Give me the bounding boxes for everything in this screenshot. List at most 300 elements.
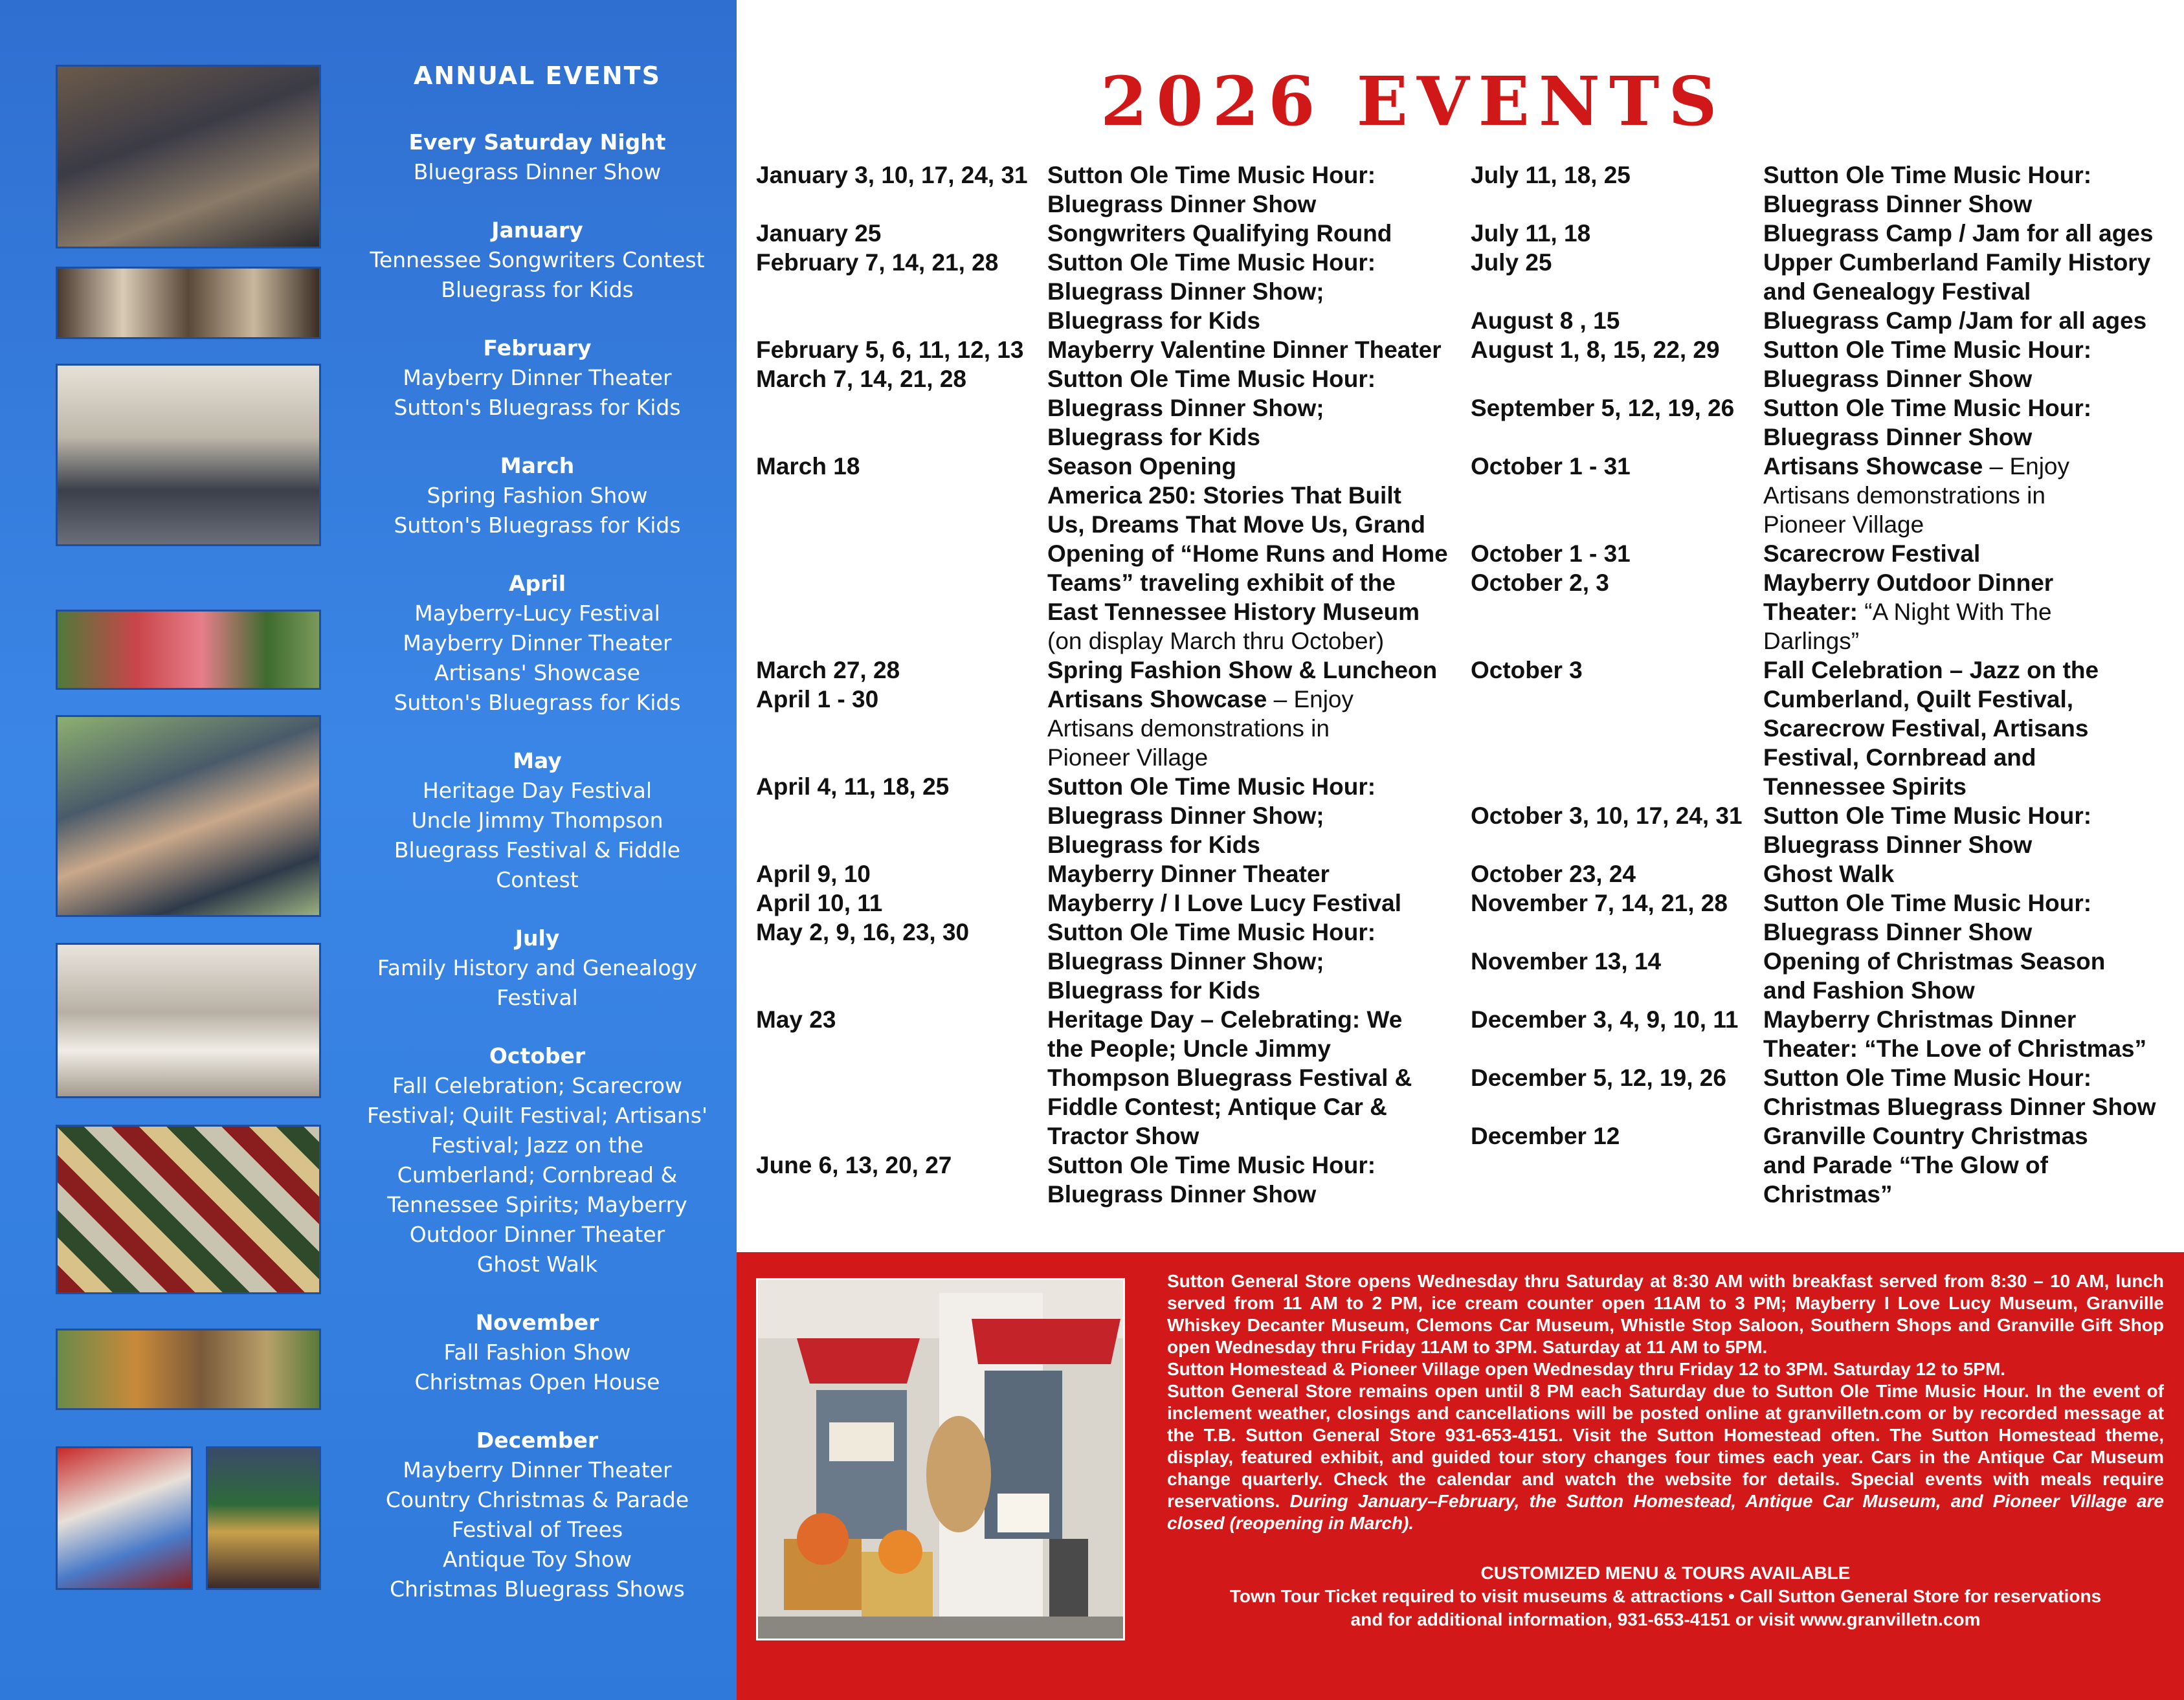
annual-group-item: Spring Fashion Show [427,483,648,508]
event-line-text: Bluegrass Dinner Show; [1047,802,1324,829]
event-line [1763,452,2176,481]
event-row [756,772,1455,859]
event-line [1047,1005,1455,1034]
event-row [1471,452,2176,539]
annual-group-item: Uncle Jimmy Thompson [411,808,663,833]
event-date: April 10, 11 [756,890,883,916]
event-row [756,1005,1455,1151]
event-line [1047,1151,1455,1180]
event-line-text: Christmas” [1763,1181,1893,1208]
annual-group-month: November [475,1310,599,1335]
event-description [1763,1005,2176,1063]
event-description [1047,1151,1455,1209]
event-line-text: and Fashion Show [1763,977,1975,1004]
event-line-text: Sutton Ole Time Music Hour: [1047,1152,1376,1178]
event-row [756,160,1455,219]
annual-group-month: December [476,1428,599,1453]
event-line [1763,190,2176,219]
annual-group-month: May [513,748,562,773]
event-row [1471,335,2176,393]
event-description [1763,1121,2176,1209]
annual-group [353,333,722,423]
event-line-text: Mayberry Dinner Theater [1047,861,1330,887]
event-date: August 1, 8, 15, 22, 29 [1471,337,1720,363]
event-line-suffix: “A Night With The [1857,599,2052,625]
event-line-text: Bluegrass for Kids [1047,307,1260,334]
event-line-text: Bluegrass for Kids [1047,977,1260,1004]
event-line-text: Sutton Ole Time Music Hour: [1763,162,2092,188]
event-row [1471,568,2176,656]
event-line-text: Sutton Ole Time Music Hour: [1047,249,1376,276]
event-line [1047,1180,1455,1209]
annual-group-month: April [508,571,566,596]
event-description [1047,219,1455,248]
event-description [1047,889,1455,918]
event-line-text: Sutton Ole Time Music Hour: [1047,162,1376,188]
event-line-text: Sutton Ole Time Music Hour: [1763,337,2092,363]
photo-santa [56,1446,193,1590]
event-line-detail: Pioneer Village [1763,511,1924,538]
event-date: April 4, 11, 18, 25 [756,773,950,800]
annual-group-item: Mayberry Dinner Theater [403,1457,672,1483]
event-date: December 12 [1471,1123,1620,1149]
event-row [1471,947,2176,1005]
events-column-left [756,160,1455,1209]
event-description [1047,248,1455,335]
event-line [1763,947,2176,976]
event-line-text: the People; Uncle Jimmy [1047,1035,1331,1062]
event-line-text: Sutton Ole Time Music Hour: [1763,802,2092,829]
annual-group-item: Festival [496,985,578,1010]
event-line-text: Sutton Ole Time Music Hour: [1763,395,2092,421]
event-line [1047,481,1455,510]
event-line [1047,306,1455,335]
event-line [1763,1180,2176,1209]
annual-group-month: October [489,1043,586,1068]
annual-group-item: Bluegrass for Kids [441,277,634,302]
event-description [1763,656,2176,801]
event-line-text: Bluegrass Dinner Show [1763,424,2033,450]
event-line-detail: (on display March thru October) [1047,628,1385,654]
annual-group-item: Christmas Bluegrass Shows [390,1576,685,1602]
annual-group-item: Sutton's Bluegrass for Kids [394,395,681,420]
annual-group-item: Mayberry-Lucy Festival [414,601,660,626]
event-line-detail: Pioneer Village [1047,744,1209,771]
event-line [1047,452,1455,481]
event-line-detail: Artisans demonstrations in [1047,715,1330,742]
event-date: February 7, 14, 21, 28 [756,249,999,276]
annual-group-item: Festival of Trees [451,1517,623,1542]
event-line-text: Teams” traveling exhibit of the [1047,569,1396,596]
event-description [1047,452,1455,656]
event-line [1047,1092,1455,1121]
event-row [1471,1063,2176,1121]
event-date: March 18 [756,453,860,480]
event-line-text: Festival, Cornbread and [1763,744,2036,771]
event-date: July 11, 18, 25 [1471,162,1631,188]
event-line [1047,1121,1455,1151]
event-date: June 6, 13, 20, 27 [756,1152,952,1178]
event-line [1047,597,1455,626]
event-description [1047,1005,1455,1151]
event-line-text: Cumberland, Quilt Festival, [1763,686,2074,712]
event-line [1763,597,2176,626]
event-line-text: East Tennessee History Museum [1047,599,1420,625]
event-line-text: Christmas Bluegrass Dinner Show [1763,1094,2156,1120]
event-date: September 5, 12, 19, 26 [1471,395,1735,421]
event-line-suffix: – Enjoy [1983,453,2070,480]
event-line [1763,656,2176,685]
event-date: May 23 [756,1006,836,1033]
photo-scarecrows [56,1329,321,1410]
event-line-text: Opening of “Home Runs and Home [1047,540,1448,567]
event-row [1471,539,2176,568]
event-line-text: America 250: Stories That Built [1047,482,1401,509]
photo-genealogy [56,943,321,1098]
event-line-text: Spring Fashion Show & Luncheon [1047,657,1438,683]
event-line-text: Theater: [1763,599,1858,625]
event-date: July 11, 18 [1471,220,1591,247]
tours-line-1: Town Tour Ticket required to visit museums & attractions • Call Sutton General Store for reservations [1229,1586,2102,1606]
event-date: October 3, 10, 17, 24, 31 [1471,802,1743,829]
annual-group-item: Contest [496,867,579,892]
event-line-text: Granville Country Christmas [1763,1123,2088,1149]
event-line [1763,772,2176,801]
event-line-text: Sutton Ole Time Music Hour: [1047,773,1376,800]
event-line-text: Fall Celebration – Jazz on the [1763,657,2099,683]
annual-group-item: Country Christmas & Parade [385,1487,689,1512]
event-date: January 3, 10, 17, 24, 31 [756,162,1028,188]
event-line-text: Upper Cumberland Family History [1763,249,2151,276]
event-description [1047,364,1455,452]
event-line [1763,335,2176,364]
annual-group [353,451,722,540]
event-line [1763,859,2176,889]
event-row [756,1151,1455,1209]
page-title: 2026 EVENTS [1100,61,1726,141]
annual-group-item: Mayberry Dinner Theater [403,630,672,656]
event-line-text: Theater: “The Love of Christmas” [1763,1035,2147,1062]
event-date: October 23, 24 [1471,861,1636,887]
event-date: October 1 - 31 [1471,453,1631,480]
event-row [1471,889,2176,947]
event-line [1047,335,1455,364]
event-date: July 25 [1471,249,1552,276]
event-line-text: Opening of Christmas Season [1763,948,2106,975]
event-line [1047,277,1455,306]
event-description [1047,859,1455,889]
event-row [756,248,1455,335]
event-line-text: and Genealogy Festival [1763,278,2031,305]
event-description [1763,160,2176,219]
photo-songwriters [56,267,321,339]
event-line [1763,219,2176,248]
event-row [1471,859,2176,889]
event-row [1471,801,2176,859]
annual-group-item: Antique Toy Show [442,1547,632,1572]
event-line [1763,393,2176,423]
event-line-text: Bluegrass for Kids [1047,424,1260,450]
event-line-suffix: – Enjoy [1267,686,1354,712]
annual-group-item: Fall Celebration; Scarecrow [392,1073,682,1098]
event-line-text: Sutton Ole Time Music Hour: [1047,919,1376,945]
event-row [756,918,1455,1005]
event-row [756,219,1455,248]
event-line [1763,918,2176,947]
event-date: April 1 - 30 [756,686,879,712]
event-description [1763,568,2176,656]
annual-group-month: February [483,335,592,360]
event-date: January 25 [756,220,882,247]
event-date: May 2, 9, 16, 23, 30 [756,919,970,945]
event-date: October 3 [1471,657,1583,683]
event-date: February 5, 6, 11, 12, 13 [756,337,1024,363]
event-line [1047,918,1455,947]
event-line-text: Artisans Showcase [1047,686,1267,712]
annual-group [353,1041,722,1279]
event-row [756,364,1455,452]
event-line [1763,1151,2176,1180]
event-description [1763,859,2176,889]
event-line-text: Bluegrass Dinner Show [1763,832,2033,858]
event-line [1047,568,1455,597]
annual-group-month: January [491,217,583,243]
tours-line-2: and for additional information, 931-653-4151 or visit www.granvilletn.com [1350,1609,1981,1629]
tours-info [1167,1562,2164,1631]
event-line-text: Ghost Walk [1763,861,1895,887]
event-description [1763,219,2176,248]
event-description [1763,248,2176,306]
event-line [1763,568,2176,597]
event-row [1471,219,2176,248]
event-line-text: Bluegrass Dinner Show [1047,191,1317,217]
event-line-text: Bluegrass Dinner Show [1047,1181,1317,1208]
event-line-text: Scarecrow Festival [1763,540,1981,567]
event-line [1763,830,2176,859]
event-line [1047,772,1455,801]
event-line [1763,1005,2176,1034]
annual-group [353,923,722,1013]
event-line-detail: Artisans demonstrations in [1763,482,2045,509]
event-description [1047,160,1455,219]
event-row [756,685,1455,772]
event-row [756,889,1455,918]
photo-christmas-tree [206,1446,321,1590]
event-description [1763,306,2176,335]
annual-group-month: July [515,925,560,951]
event-line [1763,306,2176,335]
event-line [1047,539,1455,568]
annual-group-item: Outdoor Dinner Theater [409,1222,665,1247]
event-line [1047,219,1455,248]
event-row [756,656,1455,685]
event-line [1763,801,2176,830]
info-paragraph-saturday-text: Sutton General Store remains open until 8 PM each Saturday due to Sutton Ole Time Music Hour. In the event of inclement weather, closings and cancellations will be posted online at granvilletn.com or by recorded message at the T.B. Sutton General Store 931-653-4151. Visit the Sutton Homestead often. The Sutton Homestead theme, display, featured exhibit, and guided tour story changes four times each year. Cars in the Antique Car Museum change quarterly. Check the calendar and watch the website for details. Special events with meals require reservations. [1167,1381,2164,1511]
event-row [756,335,1455,364]
annual-group [353,1426,722,1604]
info-paragraph-homestead: Sutton Homestead & Pioneer Village open Wednesday thru Friday 12 to 3PM. Saturday 12 to 5PM. [1167,1359,2006,1379]
event-line-text: Bluegrass Dinner Show [1763,919,2033,945]
event-line [1047,889,1455,918]
event-line [1047,830,1455,859]
tours-heading: CUSTOMIZED MENU & TOURS AVAILABLE [1480,1563,1851,1583]
events-column-right [1471,160,2176,1209]
event-description [1763,801,2176,859]
event-row [1471,160,2176,219]
annual-group-month: Every Saturday Night [408,129,666,155]
photo-general-store [756,1278,1125,1640]
event-description [1763,889,2176,947]
annual-group-item: Bluegrass Festival & Fiddle [394,837,681,863]
event-line [1047,364,1455,393]
event-line-text: Sutton Ole Time Music Hour: [1047,366,1376,392]
event-line-text: Thompson Bluegrass Festival & [1047,1065,1412,1091]
event-description [1047,918,1455,1005]
event-line-text: Mayberry Christmas Dinner [1763,1006,2077,1033]
event-description [1047,656,1455,685]
event-date: March 27, 28 [756,657,900,683]
event-row [756,859,1455,889]
annual-group-item: Christmas Open House [414,1369,660,1395]
event-description [1763,452,2176,539]
event-line [1047,801,1455,830]
event-line-text: Tractor Show [1047,1123,1199,1149]
annual-group-item: Cumberland; Cornbread & [397,1162,678,1187]
info-paragraph-closed-note: During January–February, the Sutton Homestead, Antique Car Museum, and Pioneer Village are closed (reopening in March). [1167,1491,2164,1533]
event-description [1763,393,2176,452]
event-line-text: Scarecrow Festival, Artisans [1763,715,2089,742]
event-date: March 7, 14, 21, 28 [756,366,966,392]
annual-group-item: Tennessee Songwriters Contest [370,247,705,272]
event-date: December 3, 4, 9, 10, 11 [1471,1006,1739,1033]
event-line [1763,423,2176,452]
annual-group-item: Ghost Walk [476,1252,598,1277]
event-line-text: Heritage Day – Celebrating: We [1047,1006,1403,1033]
info-banner [737,1252,2184,1700]
event-line-text: Mayberry / I Love Lucy Festival [1047,890,1401,916]
annual-group-item: Mayberry Dinner Theater [403,365,672,390]
event-line-text: Mayberry Valentine Dinner Theater [1047,337,1442,363]
event-line [1763,1034,2176,1063]
event-line-text: Bluegrass Dinner Show; [1047,395,1324,421]
annual-group [353,215,722,305]
annual-group-item: Tennessee Spirits; Mayberry [387,1192,687,1217]
event-line [1763,685,2176,714]
event-line-text: Bluegrass Dinner Show [1763,366,2033,392]
annual-group-month: March [500,453,575,478]
event-line-text: Us, Dreams That Move Us, Grand [1047,511,1425,538]
annual-group-item: Family History and Genealogy [377,955,698,980]
event-line-text: Bluegrass for Kids [1047,832,1260,858]
event-line [1047,1063,1455,1092]
event-description [1763,539,2176,568]
info-paragraph-hours: Sutton General Store opens Wednesday thru Saturday at 8:30 AM with breakfast served from 8:30 – 10 AM, lunch served from 11 AM to 2 PM, ice cream counter open 11AM to 3 PM; Mayberry I Love Lucy Museum, Granville Whiskey Decanter Museum, Clemons Car Museum, Whistle Stop Saloon, Southern Shops and Granville Gift Shop open Wednesday thru Friday 11AM to 3PM. Saturday at 11 AM to 5PM. [1167,1271,2164,1357]
event-date: November 13, 14 [1471,948,1662,975]
event-date: December 5, 12, 19, 26 [1471,1065,1726,1091]
event-line [1763,1121,2176,1151]
event-line [1047,160,1455,190]
annual-group-item: Fall Fashion Show [443,1340,631,1365]
event-line-text: Sutton Ole Time Music Hour: [1763,890,2092,916]
event-row [1471,306,2176,335]
event-line [1047,976,1455,1005]
event-date: April 9, 10 [756,861,871,887]
annual-group-item: Bluegrass Dinner Show [413,159,662,184]
event-row [756,452,1455,656]
annual-events-panel [0,0,737,1700]
annual-events-list [353,61,722,1633]
info-paragraph-saturday [1167,1380,2164,1534]
annual-events-heading: ANNUAL EVENTS [414,61,661,90]
event-row [1471,656,2176,801]
photo-dinner-theater [56,364,321,546]
event-line-detail: Darlings” [1763,628,1860,654]
event-line-text: Bluegrass Dinner Show; [1047,278,1324,305]
event-description [1047,335,1455,364]
event-line-text: Artisans Showcase [1763,453,1983,480]
event-line [1047,190,1455,219]
event-line [1763,743,2176,772]
event-line [1763,248,2176,277]
annual-group [353,127,722,187]
event-line [1763,1092,2176,1121]
event-line [1763,364,2176,393]
annual-group-item: Artisans' Showcase [434,660,641,685]
annual-group-item: Heritage Day Festival [422,778,652,803]
store-hours-info [1167,1270,2164,1534]
event-description [1763,947,2176,1005]
event-line-text: Season Opening [1047,453,1236,480]
event-line-text: and Parade “The Glow of [1763,1152,2048,1178]
event-line [1047,248,1455,277]
event-row [1471,393,2176,452]
annual-group-item: Festival; Jazz on the [430,1132,644,1158]
event-line [1047,423,1455,452]
event-line [1763,539,2176,568]
event-line [1047,510,1455,539]
annual-group [353,746,722,895]
event-line [1047,947,1455,976]
event-line-text: Fiddle Contest; Antique Car & [1047,1094,1387,1120]
event-line-text: Bluegrass Dinner Show [1763,191,2033,217]
event-line [1047,656,1455,685]
event-description [1763,1063,2176,1121]
event-line [1047,1034,1455,1063]
event-line-text: Songwriters Qualifying Round [1047,220,1392,247]
annual-group-item: Festival; Quilt Festival; Artisans' [366,1103,708,1128]
event-date: August 8 , 15 [1471,307,1620,334]
annual-group [353,569,722,718]
event-line [1763,160,2176,190]
annual-group-item: Sutton's Bluegrass for Kids [394,690,681,715]
event-description [1047,772,1455,859]
event-line [1763,889,2176,918]
event-date: October 2, 3 [1471,569,1609,596]
photo-band [56,65,321,248]
event-row [1471,248,2176,306]
event-line [1047,393,1455,423]
event-line [1047,685,1455,714]
event-line [1763,976,2176,1005]
photo-quilts [56,1125,321,1294]
event-description [1763,335,2176,393]
event-line [1047,859,1455,889]
annual-group-item: Sutton's Bluegrass for Kids [394,513,681,538]
event-line-text: Sutton Ole Time Music Hour: [1763,1065,2092,1091]
event-line [1763,1063,2176,1092]
annual-group [353,1308,722,1397]
photo-antique-cars [56,610,321,690]
